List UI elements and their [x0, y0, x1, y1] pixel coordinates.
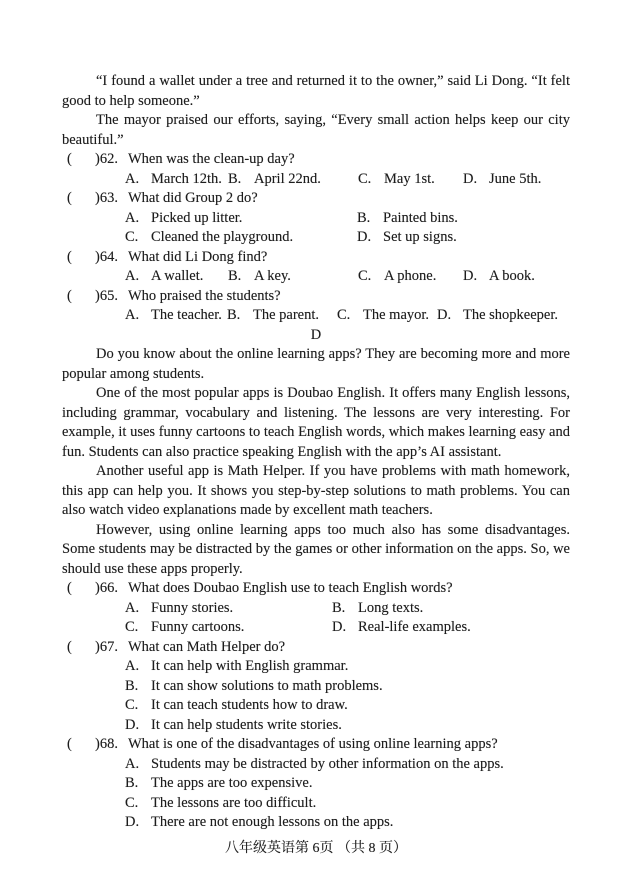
question-number: )64.: [95, 248, 118, 265]
option-b: [125, 677, 570, 697]
question-text: What did Li Dong find?: [128, 248, 268, 265]
option-text: Funny cartoons.: [151, 619, 245, 635]
question-number: )62.: [95, 151, 118, 167]
answer-blank-paren: (: [67, 248, 72, 265]
option-text: The mayor.: [363, 307, 430, 323]
page-footer: 八年级英语第 6页 （共 8 页）: [225, 840, 407, 856]
option-text: A phone.: [384, 268, 437, 284]
question-text: What can Math Helper do?: [128, 638, 286, 655]
option-label: C.: [125, 229, 139, 245]
option-c: [125, 696, 570, 716]
option-a: [125, 267, 228, 287]
option-text: March 12th.: [151, 170, 222, 187]
question-number: )66.: [95, 580, 118, 596]
question-64-head: [62, 248, 570, 268]
passage-c-paragraph-2: The mayor praised our efforts, saying, “Every small action helps keep our city beautiful.”: [62, 112, 570, 148]
answer-blank-paren: (: [67, 287, 72, 304]
option-d: [357, 228, 570, 248]
option-label: D.: [463, 268, 478, 284]
option-a: [125, 306, 227, 326]
option-label: D.: [125, 814, 140, 830]
question-64: [62, 248, 570, 287]
question-text: When was the clean-up day?: [128, 151, 295, 167]
option-text: It can help with English grammar.: [151, 658, 349, 674]
option-label: B.: [228, 268, 242, 284]
option-label: A.: [125, 170, 140, 187]
passage-c-paragraph-1: “I found a wallet under a tree and returned it to the owner,” said Li Dong. “It felt good to help someone.”: [62, 73, 570, 109]
option-text: It can help students write stories.: [151, 716, 342, 733]
question-66-options: [125, 599, 570, 638]
option-label: A.: [125, 755, 140, 772]
option-a: [125, 170, 228, 190]
option-b: [332, 599, 570, 619]
option-label: C.: [358, 268, 372, 284]
question-63-options: [125, 209, 570, 248]
option-d: [437, 306, 570, 326]
option-label: C.: [125, 619, 139, 635]
option-text: Funny stories.: [151, 599, 234, 616]
question-64-options: [125, 267, 570, 287]
passage-d-heading: D: [310, 326, 322, 343]
question-number: )68.: [95, 736, 118, 752]
question-number: )67.: [95, 638, 118, 655]
option-text: A wallet.: [151, 268, 204, 284]
option-b: [228, 267, 358, 287]
option-label: D.: [125, 716, 140, 733]
option-text: The lessons are too difficult.: [151, 794, 317, 811]
question-68: [62, 735, 570, 833]
option-text: It can show solutions to math problems.: [151, 677, 383, 694]
option-b: [125, 774, 570, 794]
option-c: [125, 228, 357, 248]
question-67-head: [62, 638, 570, 658]
option-label: B.: [357, 209, 371, 226]
option-label: A.: [125, 307, 140, 323]
option-text: The teacher.: [151, 307, 222, 323]
question-text: What did Group 2 do?: [128, 190, 258, 206]
option-label: C.: [358, 170, 372, 187]
option-label: C.: [337, 307, 351, 323]
question-65-head: [62, 287, 570, 307]
option-label: A.: [125, 658, 140, 674]
option-text: A key.: [254, 268, 291, 284]
option-text: June 5th.: [489, 170, 542, 187]
question-68-options: [125, 755, 570, 833]
answer-blank-paren: (: [67, 190, 72, 206]
option-label: A.: [125, 268, 140, 284]
option-text: Long texts.: [358, 599, 424, 616]
option-label: D.: [437, 307, 452, 323]
question-62-head: [62, 150, 570, 170]
option-c: [125, 618, 332, 638]
option-text: It can teach students how to draw.: [151, 697, 348, 713]
option-label: B.: [332, 599, 346, 616]
question-62-options: [125, 170, 570, 190]
option-text: April 22nd.: [254, 170, 321, 187]
option-text: Painted bins.: [383, 209, 458, 226]
answer-blank-paren: (: [67, 638, 72, 655]
question-66-head: [62, 579, 570, 599]
option-text: Set up signs.: [383, 229, 457, 245]
option-d: [125, 813, 570, 833]
option-label: A.: [125, 599, 140, 616]
option-text: The apps are too expensive.: [151, 775, 313, 791]
passage-d-paragraph-4: However, using online learning apps too much also has some disadvantages. Some students may be distracted by the games or other information on the apps. So, we should use these apps properly.: [62, 521, 570, 577]
question-68-head: [62, 735, 570, 755]
question-62: [62, 150, 570, 189]
option-a: [125, 657, 570, 677]
passage-d-paragraph-1: Do you know about the online learning apps? They are becoming more and more popular among students.: [62, 346, 570, 382]
option-text: May 1st.: [384, 170, 435, 187]
option-a: [125, 209, 357, 229]
option-c: [337, 306, 437, 326]
question-text: What is one of the disadvantages of using online learning apps?: [128, 736, 498, 752]
option-label: B.: [125, 677, 139, 694]
answer-blank-paren: (: [67, 736, 72, 752]
question-number: )65.: [95, 287, 118, 304]
option-text: Students may be distracted by other information on the apps.: [151, 755, 504, 772]
option-label: B.: [228, 170, 242, 187]
option-c: [125, 794, 570, 814]
question-65: [62, 287, 570, 326]
option-d: [332, 618, 570, 638]
answer-blank-paren: (: [67, 151, 72, 167]
option-label: B.: [227, 307, 241, 323]
option-label: D.: [357, 229, 372, 245]
option-b: [227, 306, 337, 326]
question-text: Who praised the students?: [128, 287, 281, 304]
option-text: Real-life examples.: [358, 619, 471, 635]
option-label: B.: [125, 775, 139, 791]
option-d: [125, 716, 570, 736]
question-63-head: [62, 189, 570, 209]
option-a: [125, 599, 332, 619]
option-a: [125, 755, 570, 775]
option-text: Picked up litter.: [151, 209, 243, 226]
option-label: C.: [125, 794, 139, 811]
option-text: The parent.: [253, 307, 320, 323]
option-c: [358, 267, 463, 287]
question-67-options: [125, 657, 570, 735]
question-number: )63.: [95, 190, 118, 206]
option-text: The shopkeeper.: [463, 307, 559, 323]
option-label: D.: [332, 619, 347, 635]
option-d: [463, 267, 570, 287]
option-text: Cleaned the playground.: [151, 229, 294, 245]
option-b: [228, 170, 358, 190]
option-label: C.: [125, 697, 139, 713]
option-label: A.: [125, 209, 140, 226]
question-66: [62, 579, 570, 638]
option-d: [463, 170, 570, 190]
passage-d-paragraph-3: Another useful app is Math Helper. If you have problems with math homework, this app can help you. It shows you step-by-step solutions to math problems. You can also watch video explanations made by excellent math teachers.: [62, 463, 570, 518]
option-b: [357, 209, 570, 229]
question-65-options: [125, 306, 570, 326]
question-63: [62, 189, 570, 248]
option-text: There are not enough lessons on the apps.: [151, 814, 394, 830]
question-text: What does Doubao English use to teach English words?: [128, 580, 453, 596]
option-text: A book.: [489, 268, 535, 284]
question-67: [62, 638, 570, 736]
option-label: D.: [463, 170, 478, 187]
option-c: [358, 170, 463, 190]
passage-d-paragraph-2: One of the most popular apps is Doubao English. It offers many English lessons, including grammar, vocabulary and listening. The lessons are very interesting. For example, it uses funny cartoons to teach English words, which makes learning easy and fun. Students can also practice speaking English with the app’s AI assistant.: [62, 385, 570, 460]
answer-blank-paren: (: [67, 580, 72, 596]
